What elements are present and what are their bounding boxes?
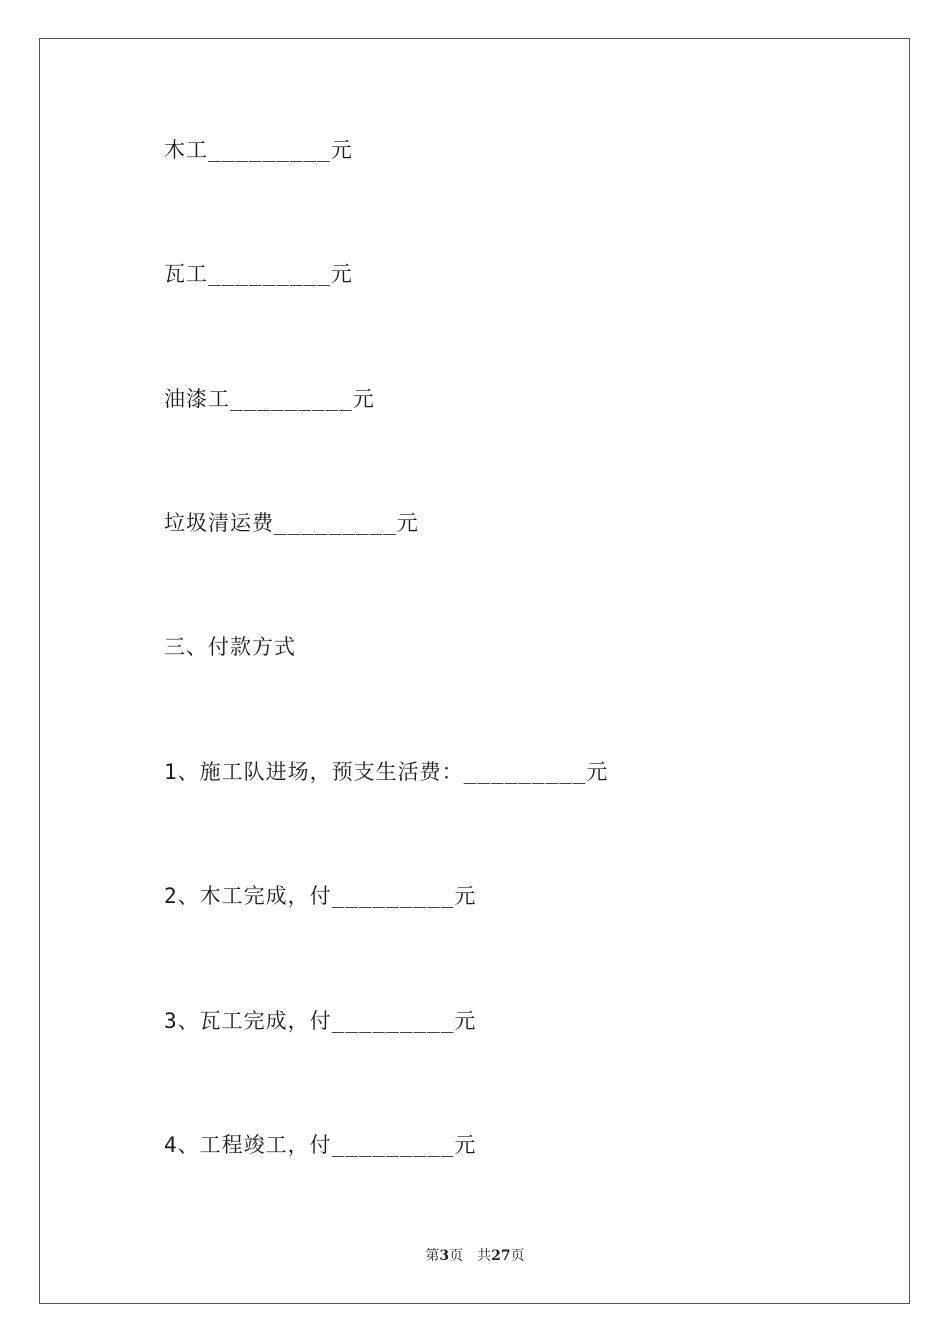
page-border bbox=[39, 38, 910, 1304]
payment-item-3: 3、瓦工完成，付_________元 bbox=[164, 1009, 477, 1033]
line-painting-cost: 油漆工_________元 bbox=[164, 387, 375, 411]
total-suffix: 页 bbox=[510, 1248, 525, 1264]
line-carpentry-cost: 木工_________元 bbox=[164, 138, 353, 162]
page-suffix: 页 bbox=[449, 1248, 464, 1264]
total-prefix: 共 bbox=[477, 1248, 492, 1264]
page-number: 3 bbox=[439, 1248, 450, 1264]
page-footer bbox=[0, 1247, 950, 1265]
section-heading-payment-method: 三、付款方式 bbox=[164, 635, 296, 659]
line-waste-removal-cost: 垃圾清运费_________元 bbox=[164, 511, 419, 535]
total-pages: 27 bbox=[491, 1248, 511, 1264]
line-masonry-cost: 瓦工_________元 bbox=[164, 262, 353, 286]
page-prefix: 第 bbox=[425, 1248, 440, 1264]
payment-item-4: 4、工程竣工，付_________元 bbox=[164, 1133, 477, 1157]
payment-item-1: 1、施工队进场，预支生活费：_________元 bbox=[164, 760, 609, 784]
payment-item-2: 2、木工完成，付_________元 bbox=[164, 884, 477, 908]
